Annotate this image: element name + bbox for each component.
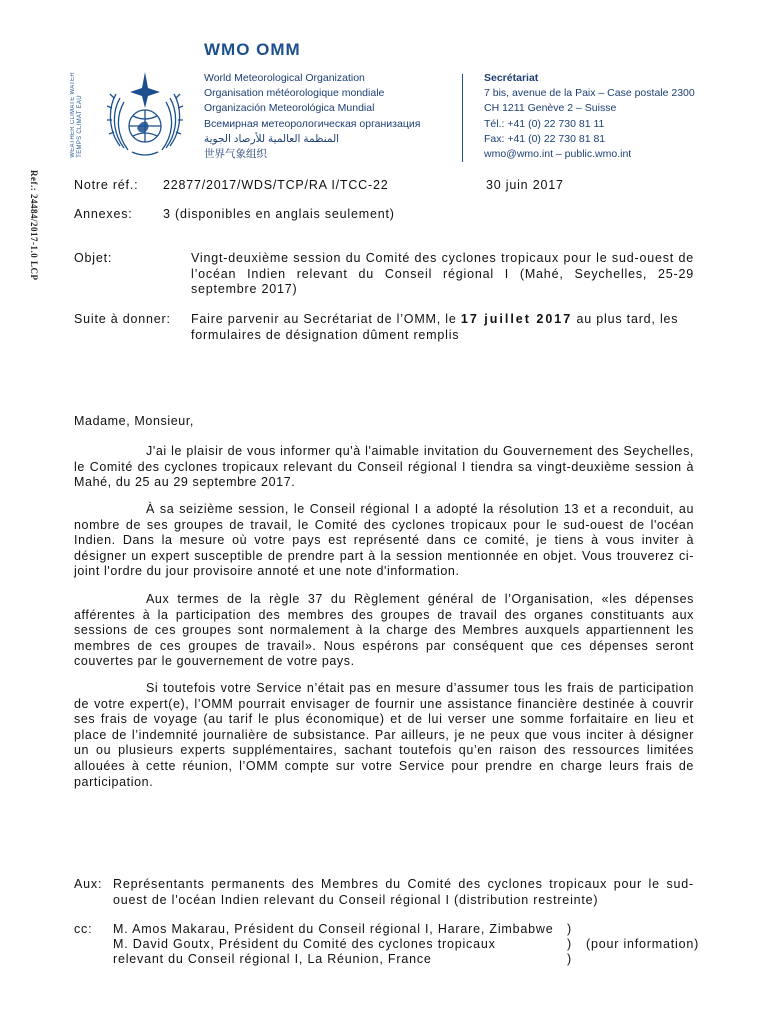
action-value: [191, 312, 694, 343]
address-city: CH 1211 Genève 2 – Suisse: [484, 102, 617, 115]
cc-bracket-1: ): [567, 922, 572, 936]
contact-links[interactable]: wmo@wmo.int – public.wmo.int: [484, 148, 632, 161]
action-text-end: au plus tard, les formulaires de désignation dûment remplis: [191, 312, 679, 342]
org-name-en: World Meteorological Organization: [204, 72, 365, 84]
paragraph-2: À sa seizième session, le Conseil régional I a adopté la résolution 13 et a reconduit, au nombre de ses groupes de travail, le Comité des cyclones tropicaux pour le sud-ouest de l'océan Indien. Dans la mesure où votre pays est représenté dans ce comité, je tiens à vous inviter à désigner un expert susceptible de prendre part à la session mentionnée en objet. Vous trouverez ci-joint l'ordre du jour provisoire annoté et une note d'information.: [74, 502, 694, 579]
cc-line-2: M. David Goutx, Président du Comité des cyclones tropicaux: [113, 937, 496, 951]
paragraph-1: J'ai le plaisir de vous informer qu'à l'aimable invitation du Gouvernement des Seychelles, le Comité des cyclones tropicaux relevant du Conseil régional I tiendra sa vingt-deuxième session à Mahé, du 25 au 29 septembre 2017.: [74, 444, 694, 490]
side-reference: Ref.: 24484/2017-1.0 LCP: [29, 170, 39, 281]
secretariat-title: Secrétariat: [484, 72, 539, 84]
cc-line-3: relevant du Conseil régional I, La Réunion, France: [113, 952, 432, 966]
header-divider: [462, 74, 463, 162]
cc-note: (pour information): [586, 937, 700, 951]
cc-line-1: M. Amos Makarau, Président du Conseil régional I, Harare, Zimbabwe: [113, 922, 554, 936]
paragraph-3: Aux termes de la règle 37 du Règlement général de l’Organisation, «les dépenses afférentes à la participation des membres des groupes de travail des organes constituants aux sessions de ces groupes sont normalement à la charge des Membres auxquels appartiennent les membres de ces groupes de travail». Nous espérons par conséquent que ces dépenses seront couvertes par le gouvernement de votre pays.: [74, 592, 694, 669]
address-line: 7 bis, avenue de la Paix – Case postale 2300: [484, 87, 695, 100]
org-name-ar: المنظمة العالمية للأرصاد الجوية: [204, 132, 340, 145]
ref-value: 22877/2017/WDS/TCP/RA I/TCC-22: [163, 178, 389, 192]
to-recipients: Représentants permanents des Membres du Comité des cyclones tropicaux pour le sud-ouest de l'océan Indien relevant du Conseil régional I (distribution restreinte): [113, 877, 694, 907]
tagline-fr: TEMPS CLIMAT EAU: [77, 95, 83, 158]
tagline-vertical: [70, 72, 84, 158]
ref-label: Notre réf.:: [74, 178, 139, 192]
subject-value: Vingt-deuxième session du Comité des cyclones tropicaux pour le sud-ouest de l’océan Indien relevant du Conseil régional I (Mahé, Seychelles, 25-29 septembre 2017): [191, 251, 694, 297]
cc-bracket-3: ): [567, 952, 572, 966]
org-name-fr: Organisation météorologique mondiale: [204, 87, 385, 100]
salutation: Madame, Monsieur,: [74, 414, 194, 428]
fax-line: Fax: +41 (0) 22 730 81 81: [484, 132, 606, 145]
action-text-start: Faire parvenir au Secrétariat de l’OMM, le: [191, 312, 461, 326]
secretariat-address: [484, 71, 695, 162]
organization-names: [204, 71, 420, 162]
cc-label: cc:: [74, 922, 93, 936]
wmo-emblem-logo: [104, 68, 186, 160]
tagline-en: WEATHER CLIMATE WATER: [70, 72, 76, 158]
deadline-date: 17 juillet 2017: [460, 312, 573, 326]
annex-value: 3 (disponibles en anglais seulement): [163, 207, 395, 221]
org-name-ru: Всемирная метеорологическая организация: [204, 117, 421, 130]
org-name-es: Organización Meteorológica Mundial: [204, 102, 375, 115]
paragraph-4: Si toutefois votre Service n’était pas en mesure d’assumer tous les frais de participation de votre expert(e), l’OMM pourrait envisager de fournir une assistance financière destinée à couvrir ses frais de voyage (au tarif le plus économique) et de lui verser une somme forfaitaire en lieu et place de l’indemnité journalière de subsistance. Par ailleurs, je ne peux que vous inciter à désigner un ou plusieurs experts supplémentaires, sachant toutefois qu’en raison des ressources limitées allouées à cette réunion, l’OMM compte sur votre Service pour prendre en charge leurs frais de participation.: [74, 681, 694, 789]
org-name-zh: 世界气象组织: [204, 148, 267, 161]
brand-title: WMO OMM: [204, 40, 301, 59]
annex-label: Annexes:: [74, 207, 133, 221]
cc-bracket-2: ): [567, 937, 572, 951]
phone-line: Tél.: +41 (0) 22 730 81 11: [484, 117, 605, 130]
letter-date: 30 juin 2017: [486, 178, 564, 192]
subject-label: Objet:: [74, 251, 113, 265]
action-label: Suite à donner:: [74, 312, 171, 326]
to-label: Aux:: [74, 877, 103, 891]
